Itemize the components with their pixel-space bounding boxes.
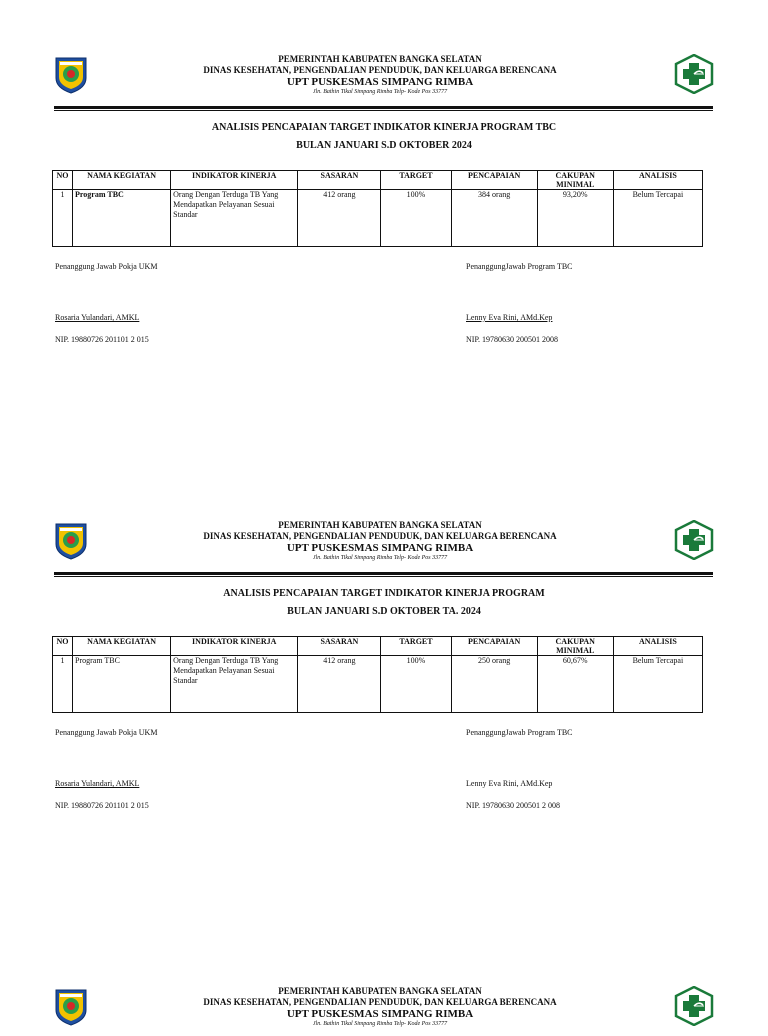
letterhead-agency: DINAS KESEHATAN, PENGENDALIAN PENDUDUK, DAN KELUARGA BERENCANA <box>203 531 557 541</box>
cell-target: 100% <box>381 190 451 247</box>
cell-target: 100% <box>381 656 451 713</box>
column-header: NAMA KEGIATAN <box>73 637 171 656</box>
puskesmas-logo-icon <box>674 54 714 94</box>
cell-no: 1 <box>53 656 73 713</box>
column-header: CAKUPAN MINIMAL <box>537 171 613 190</box>
cell-sasaran: 412 orang <box>298 656 381 713</box>
signer-right-nip: NIP. 19780630 200501 2008 <box>466 335 559 344</box>
table-header-row <box>53 171 703 190</box>
signer-left-name: Rosaria Yulandari, AMKL <box>55 313 140 322</box>
cell-analisis: Belum Tercapai <box>613 656 702 713</box>
column-header: SASARAN <box>298 171 381 190</box>
column-header: TARGET <box>381 637 451 656</box>
signer-right-role: PenanggungJawab Program TBC <box>466 262 573 271</box>
regency-emblem-icon <box>54 520 88 560</box>
column-header: NAMA KEGIATAN <box>73 171 171 190</box>
letterhead-address: Jln. Bathin Tikal Simpang Rimba Telp- Kode Pos 33777 <box>312 89 448 95</box>
letterhead-address: Jln. Bathin Tikal Simpang Rimba Telp- Kode Pos 33777 <box>312 555 448 561</box>
column-header: CAKUPAN MINIMAL <box>537 637 613 656</box>
cell-kegiatan: Program TBC <box>73 190 171 247</box>
letterhead <box>0 986 768 1036</box>
column-header: TARGET <box>381 171 451 190</box>
column-header: ANALISIS <box>613 171 702 190</box>
letterhead <box>0 520 768 570</box>
letterhead-rule-thick <box>54 106 713 109</box>
table-row <box>53 190 703 247</box>
signer-left-name: Rosaria Yulandari, AMKL <box>55 779 140 788</box>
cell-no: 1 <box>53 190 73 247</box>
signer-right-nip: NIP. 19780630 200501 2 008 <box>466 801 561 810</box>
table-header-row <box>53 637 703 656</box>
puskesmas-logo-icon <box>674 520 714 560</box>
letterhead-agency: DINAS KESEHATAN, PENGENDALIAN PENDUDUK, DAN KELUARGA BERENCANA <box>203 65 557 75</box>
performance-table <box>52 170 703 247</box>
column-header: PENCAPAIAN <box>451 171 537 190</box>
letterhead-rule-thick <box>54 572 713 575</box>
letterhead-text <box>180 54 580 97</box>
signer-right-name: Lenny Eva Rini, AMd.Kep <box>466 313 553 322</box>
cell-cakupan: 60,67% <box>537 656 613 713</box>
regency-emblem-icon <box>54 54 88 94</box>
column-header: PENCAPAIAN <box>451 637 537 656</box>
letterhead-government: PEMERINTAH KABUPATEN BANGKA SELATAN <box>278 54 482 64</box>
column-header: INDIKATOR KINERJA <box>171 637 298 656</box>
letterhead-agency: DINAS KESEHATAN, PENGENDALIAN PENDUDUK, DAN KELUARGA BERENCANA <box>203 997 557 1007</box>
regency-emblem-icon <box>54 986 88 1026</box>
letterhead-rule-thin <box>54 576 713 577</box>
letterhead-unit: UPT PUSKESMAS SIMPANG RIMBA <box>286 1008 474 1020</box>
letterhead-unit: UPT PUSKESMAS SIMPANG RIMBA <box>286 76 474 88</box>
signer-left-role: Penanggung Jawab Pokja UKM <box>55 262 158 271</box>
column-header: ANALISIS <box>613 637 702 656</box>
report-period: BULAN JANUARI S.D OKTOBER 2024 <box>296 140 472 151</box>
column-header: INDIKATOR KINERJA <box>171 171 298 190</box>
column-header: NO <box>53 171 73 190</box>
letterhead-government: PEMERINTAH KABUPATEN BANGKA SELATAN <box>278 520 482 530</box>
letterhead-unit: UPT PUSKESMAS SIMPANG RIMBA <box>286 542 474 554</box>
report-period: BULAN JANUARI S.D OKTOBER TA. 2024 <box>287 606 481 617</box>
cell-pencapaian: 384 orang <box>451 190 537 247</box>
cell-cakupan: 93,20% <box>537 190 613 247</box>
signer-left-nip: NIP. 19880726 201101 2 015 <box>55 801 149 810</box>
signer-left-role: Penanggung Jawab Pokja UKM <box>55 728 158 737</box>
report-title: ANALISIS PENCAPAIAN TARGET INDIKATOR KINERJA PROGRAM <box>223 588 545 599</box>
column-header: SASARAN <box>298 637 381 656</box>
signer-left-nip: NIP. 19880726 201101 2 015 <box>55 335 149 344</box>
puskesmas-logo-icon <box>674 986 714 1026</box>
letterhead-address: Jln. Bathin Tikal Simpang Rimba Telp- Kode Pos 33777 <box>312 1021 448 1027</box>
letterhead-government: PEMERINTAH KABUPATEN BANGKA SELATAN <box>278 986 482 996</box>
cell-analisis: Belum Tercapai <box>613 190 702 247</box>
signer-right-name: Lenny Eva Rini, AMd.Kep <box>466 779 553 788</box>
letterhead-text <box>180 520 580 563</box>
column-header: NO <box>53 637 73 656</box>
report-title: ANALISIS PENCAPAIAN TARGET INDIKATOR KINERJA PROGRAM TBC <box>211 122 557 133</box>
signer-right-role: PenanggungJawab Program TBC <box>466 728 573 737</box>
cell-pencapaian: 250 orang <box>451 656 537 713</box>
letterhead-rule-thin <box>54 110 713 111</box>
letterhead-text <box>180 986 580 1029</box>
performance-table <box>52 636 703 713</box>
cell-kegiatan: Program TBC <box>73 656 171 713</box>
letterhead <box>0 54 768 104</box>
cell-indikator: Orang Dengan Terduga TB Yang Mendapatkan Pelayanan Sesuai Standar <box>171 656 298 713</box>
table-row <box>53 656 703 713</box>
cell-sasaran: 412 orang <box>298 190 381 247</box>
cell-indikator: Orang Dengan Terduga TB Yang Mendapatkan Pelayanan Sesuai Standar <box>171 190 298 247</box>
